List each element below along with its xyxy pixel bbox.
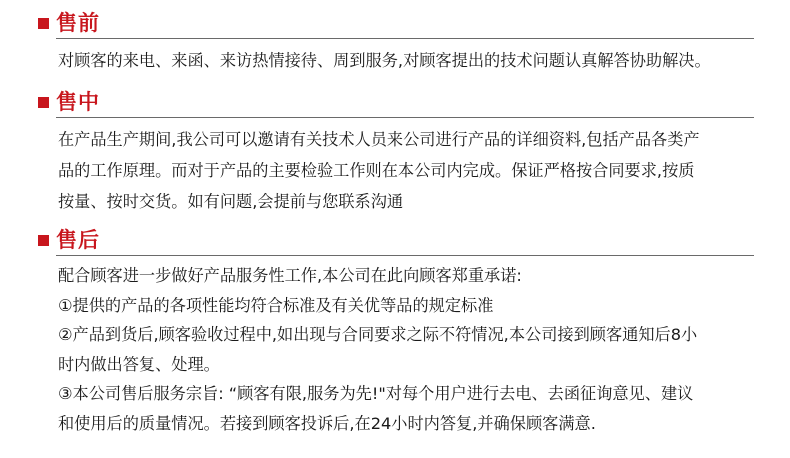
- divider: [56, 117, 754, 118]
- section-pre-sales: [0, 8, 790, 70]
- red-square-bullet-icon: [38, 97, 49, 108]
- body-line: 按量、按时交货。如有问题,会提前与您联系沟通: [58, 192, 404, 211]
- section-title: 售中: [56, 90, 100, 114]
- body-line: 时内做出答复、处理。: [58, 354, 220, 374]
- body-line: 配合顾客进一步做好产品服务性工作,本公司在此向顾客郑重承诺:: [58, 266, 522, 285]
- section-body: [58, 48, 758, 75]
- red-square-bullet-icon: [38, 235, 49, 246]
- divider: [56, 255, 754, 256]
- section-body: [58, 124, 758, 217]
- body-line: 和使用后的质量情况。若接到顾客投诉后,在24小时内答复,并确保顾客满意.: [58, 413, 596, 433]
- section-in-sales: [0, 87, 790, 211]
- section-after-sales: [0, 225, 790, 433]
- section-title: 售前: [56, 11, 100, 35]
- body-line: 品的工作原理。而对于产品的主要检验工作则在本公司内完成。保证严格按合同要求,按质: [58, 161, 695, 180]
- section-header: [0, 87, 790, 117]
- body-line: 在产品生产期间,我公司可以邀请有关技术人员来公司进行产品的详细资料,包括产品各类产: [58, 130, 700, 149]
- section-header: [0, 8, 790, 38]
- body-line: 对顾客的来电、来函、来访热情接待、周到服务,对顾客提出的技术问题认真解答协助解决。: [58, 51, 711, 70]
- red-square-bullet-icon: [38, 18, 49, 29]
- divider: [56, 38, 754, 39]
- section-header: [0, 225, 790, 255]
- section-body: [58, 261, 758, 438]
- body-line: ③本公司售后服务宗旨: “顾客有限,服务为先!"对每个用户进行去电、去函征询意见、建议: [58, 384, 694, 403]
- section-title: 售后: [56, 228, 100, 252]
- body-line: ②产品到货后,顾客验收过程中,如出现与合同要求之际不符情况,本公司接到顾客通知后8小: [58, 325, 698, 344]
- body-line: ①提供的产品的各项性能均符合标准及有关优等品的规定标准: [58, 295, 494, 315]
